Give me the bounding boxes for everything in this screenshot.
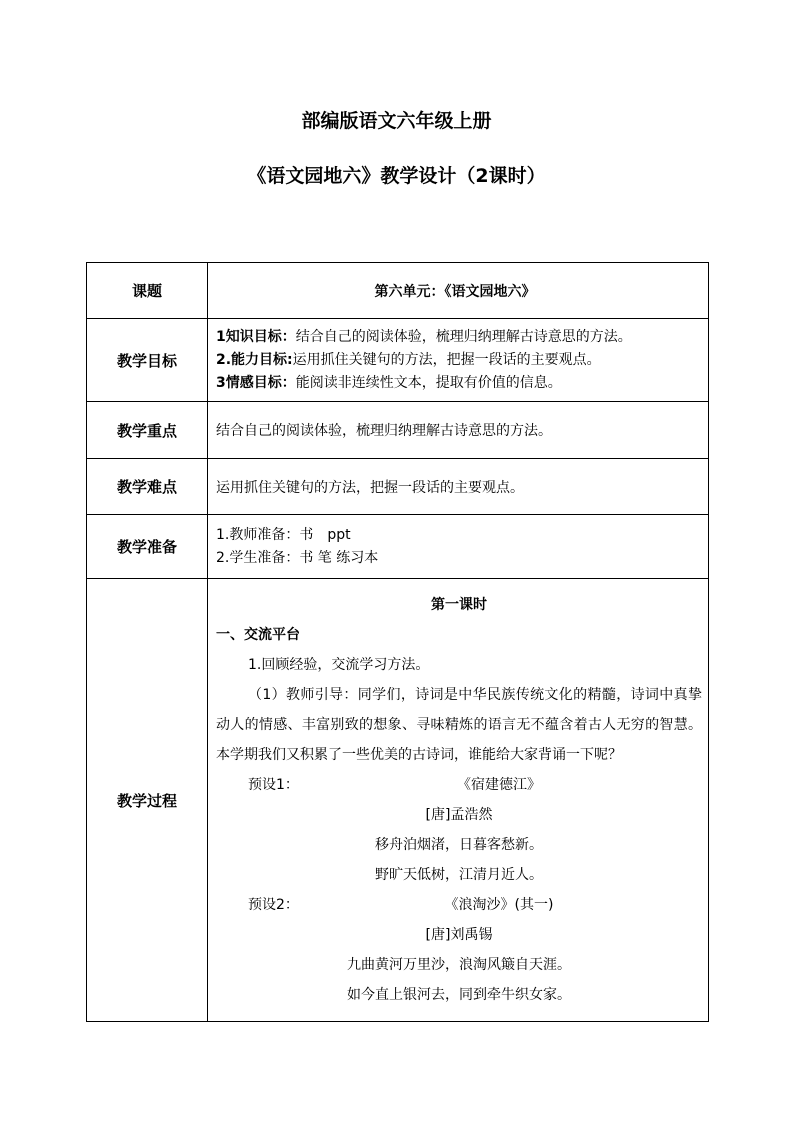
preset-2 — [216, 890, 702, 920]
preset-1 — [216, 770, 702, 800]
prep-item: 1.教师准备：书 ppt — [216, 526, 351, 543]
table-row-focus — [87, 402, 709, 459]
table-row-process — [87, 579, 709, 1022]
topic-value: 第六单元：《语文园地六》 — [208, 263, 709, 319]
poem-1-line: 野旷天低树，江清月近人。 — [375, 867, 543, 883]
process-content — [208, 579, 709, 1022]
section-heading: 一、交流平台 — [216, 627, 300, 643]
intro-paragraph: （1）教师引导：同学们，诗词是中华民族传统文化的精髓，诗词中真挚动人的情感、丰富别致的想象、寻味精炼的语言无不蕴含着古人无穷的智慧。本学期我们又积累了一些优美的古诗词，谁能给大家背诵一下呢？ — [216, 687, 702, 763]
preset-2-label: 预设2： — [248, 897, 299, 913]
table-row-difficulty — [87, 459, 709, 515]
goal-item: 1知识目标：结合自己的阅读体验，梳理归纳理解古诗意思的方法。 — [216, 328, 632, 345]
goals-value — [208, 319, 709, 402]
topic-label: 课题 — [87, 263, 208, 319]
lesson-heading: 第一课时 — [431, 597, 487, 613]
table-row-topic — [87, 263, 709, 319]
goal-item: 2.能力目标:运用抓住关键句的方法，把握一段话的主要观点。 — [216, 351, 601, 368]
poem-2-author: [唐]刘禹锡 — [425, 927, 493, 943]
poem-1-author: [唐]孟浩然 — [425, 807, 493, 823]
poem-2-title: 《浪淘沙》(其一) — [444, 897, 554, 913]
goal-item: 3情感目标：能阅读非连续性文本，提取有价值的信息。 — [216, 374, 562, 391]
document-subtitle: 《语文园地六》教学设计（2课时） — [247, 165, 546, 187]
focus-label: 教学重点 — [87, 402, 208, 459]
table-row-goals — [87, 319, 709, 402]
prep-item: 2.学生准备：书 笔 练习本 — [216, 549, 379, 566]
poem-1-title: 《宿建德江》 — [457, 777, 541, 793]
document-title: 部编版语文六年级上册 — [301, 110, 492, 132]
poem-1-line: 移舟泊烟渚，日暮客愁新。 — [375, 837, 543, 853]
preset-1-label: 预设1： — [248, 777, 299, 793]
preparation-value — [208, 515, 709, 579]
poem-2-line: 如今直上银河去，同到牵牛织女家。 — [347, 987, 571, 1003]
difficulty-value: 运用抓住关键句的方法，把握一段话的主要观点。 — [208, 459, 709, 515]
focus-value: 结合自己的阅读体验，梳理归纳理解古诗意思的方法。 — [208, 402, 709, 459]
step-text: 1.回顾经验，交流学习方法。 — [248, 657, 430, 673]
process-label: 教学过程 — [87, 579, 208, 1022]
goals-label: 教学目标 — [87, 319, 208, 402]
preparation-label: 教学准备 — [87, 515, 208, 579]
difficulty-label: 教学难点 — [87, 459, 208, 515]
table-row-preparation — [87, 515, 709, 579]
poem-2-line: 九曲黄河万里沙，浪淘风簸自天涯。 — [347, 957, 571, 973]
lesson-plan-table — [86, 262, 709, 1022]
